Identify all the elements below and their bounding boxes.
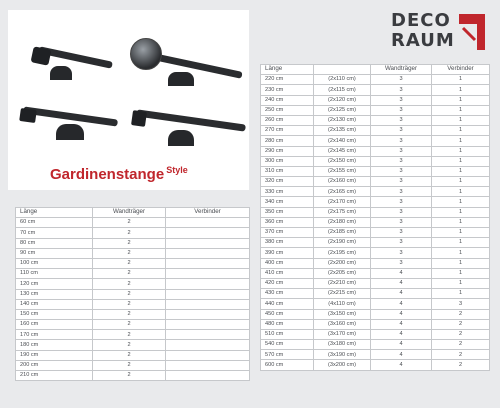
table-cell: 3 (371, 126, 432, 136)
table-cell: 1 (432, 258, 490, 268)
table-row (16, 248, 250, 258)
table-cell: 450 cm (261, 309, 314, 319)
table-row (261, 319, 490, 329)
table-cell: 2 (432, 329, 490, 339)
table-cell: 3 (371, 136, 432, 146)
table-cell: 420 cm (261, 278, 314, 288)
bracket-1 (50, 66, 72, 80)
col-connectors: Verbinder (432, 65, 490, 75)
table-cell: (2x175 cm) (314, 207, 371, 217)
table-cell: 3 (371, 228, 432, 238)
table-cell: 3 (371, 217, 432, 227)
table-cell: 480 cm (261, 319, 314, 329)
table-cell (166, 360, 250, 370)
table-row (16, 340, 250, 350)
table-row (261, 166, 490, 176)
right-length-table (260, 64, 490, 371)
table-cell: 1 (432, 187, 490, 197)
table-cell: 1 (432, 289, 490, 299)
table-cell: 2 (93, 309, 166, 319)
table-row (261, 115, 490, 125)
table-row (261, 289, 490, 299)
table-cell (166, 238, 250, 248)
table-row (261, 126, 490, 136)
table-cell (166, 258, 250, 268)
table-cell: 3 (371, 115, 432, 125)
table-cell: 150 cm (16, 309, 93, 319)
table-cell: 70 cm (16, 228, 93, 238)
table-cell: 2 (93, 299, 166, 309)
table-cell (166, 350, 250, 360)
table-cell: (2x200 cm) (314, 258, 371, 268)
table-cell: 570 cm (261, 350, 314, 360)
table-cell: 2 (93, 269, 166, 279)
table-cell: 2 (432, 319, 490, 329)
table-row (261, 85, 490, 95)
table-row (16, 238, 250, 248)
product-photo (8, 10, 249, 190)
table-row (261, 228, 490, 238)
col-length: Länge (16, 208, 93, 218)
table-cell: 130 cm (16, 289, 93, 299)
table-row (261, 299, 490, 309)
table-cell: 3 (371, 85, 432, 95)
table-row (261, 105, 490, 115)
rod-2 (148, 52, 242, 79)
end-cap-4 (131, 110, 147, 127)
table-cell (166, 228, 250, 238)
table-row (16, 350, 250, 360)
table-cell: 3 (371, 207, 432, 217)
table-cell: 2 (93, 320, 166, 330)
table-cell: (3x180 cm) (314, 340, 371, 350)
table-cell: (2x165 cm) (314, 187, 371, 197)
table-row (16, 269, 250, 279)
rod-4 (136, 109, 246, 131)
table-row (16, 299, 250, 309)
table-cell: 1 (432, 177, 490, 187)
table-cell: 1 (432, 146, 490, 156)
table-cell: (3x170 cm) (314, 329, 371, 339)
table-cell: 3 (371, 105, 432, 115)
table-cell: (3x200 cm) (314, 360, 371, 370)
table-cell: 2 (432, 340, 490, 350)
bracket-2 (168, 72, 194, 86)
table-cell: 260 cm (261, 115, 314, 125)
table-row (261, 75, 490, 85)
table-row (16, 279, 250, 289)
table-cell: 4 (371, 268, 432, 278)
table-cell: 1 (432, 228, 490, 238)
table-cell: (2x140 cm) (314, 136, 371, 146)
table-row (261, 217, 490, 227)
table-cell: 3 (371, 75, 432, 85)
table-cell: 3 (371, 166, 432, 176)
table-row (261, 360, 490, 370)
table-cell: 3 (371, 258, 432, 268)
table-row (261, 258, 490, 268)
table-cell: 3 (371, 238, 432, 248)
right-table-header (261, 65, 490, 75)
table-cell: 1 (432, 197, 490, 207)
table-row (261, 350, 490, 360)
table-cell: (2x185 cm) (314, 228, 371, 238)
table-cell: (2x155 cm) (314, 166, 371, 176)
table-cell: (2x115 cm) (314, 85, 371, 95)
table-cell (166, 320, 250, 330)
table-cell (166, 340, 250, 350)
table-cell: (2x205 cm) (314, 268, 371, 278)
table-cell: 220 cm (261, 75, 314, 85)
table-cell: 1 (432, 268, 490, 278)
table-cell: 1 (432, 136, 490, 146)
table-row (16, 258, 250, 268)
table-cell: 250 cm (261, 105, 314, 115)
table-cell: 1 (432, 278, 490, 288)
table-cell: 2 (93, 340, 166, 350)
table-row (261, 309, 490, 319)
table-cell: 2 (93, 258, 166, 268)
table-cell (166, 299, 250, 309)
table-cell: 4 (371, 278, 432, 288)
table-cell: 100 cm (16, 258, 93, 268)
table-cell: (4x110 cm) (314, 299, 371, 309)
table-row (16, 228, 250, 238)
table-cell (166, 309, 250, 319)
table-cell: 1 (432, 126, 490, 136)
table-cell: 350 cm (261, 207, 314, 217)
table-row (261, 207, 490, 217)
table-cell: 340 cm (261, 197, 314, 207)
table-cell: (3x160 cm) (314, 319, 371, 329)
table-cell: 390 cm (261, 248, 314, 258)
table-cell: 300 cm (261, 156, 314, 166)
table-cell: 160 cm (16, 320, 93, 330)
table-cell: 360 cm (261, 217, 314, 227)
table-row (261, 156, 490, 166)
table-row (261, 268, 490, 278)
table-cell (166, 371, 250, 381)
table-row (261, 248, 490, 258)
table-row (261, 329, 490, 339)
table-cell: 4 (371, 299, 432, 309)
table-row (16, 309, 250, 319)
table-cell: (2x110 cm) (314, 75, 371, 85)
table-cell: 380 cm (261, 238, 314, 248)
table-cell: (2x120 cm) (314, 95, 371, 105)
table-cell: (2x195 cm) (314, 248, 371, 258)
table-cell: 240 cm (261, 95, 314, 105)
bracket-4 (168, 130, 194, 146)
table-cell: 1 (432, 105, 490, 115)
table-cell (166, 269, 250, 279)
table-cell: (2x150 cm) (314, 156, 371, 166)
table-row (261, 278, 490, 288)
table-row (16, 289, 250, 299)
table-cell: 2 (93, 350, 166, 360)
table-cell (166, 330, 250, 340)
table-cell: 1 (432, 217, 490, 227)
table-cell: (2x135 cm) (314, 126, 371, 136)
table-row (261, 95, 490, 105)
table-cell: 320 cm (261, 177, 314, 187)
table-cell: 4 (371, 340, 432, 350)
table-cell: 4 (371, 309, 432, 319)
table-cell: (2x210 cm) (314, 278, 371, 288)
col-split (314, 65, 371, 75)
table-row (16, 371, 250, 381)
table-cell: 540 cm (261, 340, 314, 350)
left-table-header (16, 208, 250, 218)
end-cap-3 (19, 108, 37, 123)
table-cell: 2 (93, 371, 166, 381)
table-cell: 200 cm (16, 360, 93, 370)
table-cell: 440 cm (261, 299, 314, 309)
logo-mark-icon (457, 12, 487, 52)
table-cell: 3 (371, 197, 432, 207)
table-cell: 3 (371, 187, 432, 197)
table-cell: 280 cm (261, 136, 314, 146)
table-cell: 330 cm (261, 187, 314, 197)
table-cell: 110 cm (16, 269, 93, 279)
table-row (261, 197, 490, 207)
table-row (261, 238, 490, 248)
table-cell (166, 218, 250, 228)
ball-finial (130, 38, 162, 70)
table-cell: 4 (371, 360, 432, 370)
table-cell: 2 (93, 289, 166, 299)
product-title-text: Gardinenstange (50, 166, 165, 183)
table-row (16, 330, 250, 340)
table-cell: 2 (93, 238, 166, 248)
table-cell: 2 (93, 360, 166, 370)
table-cell (166, 289, 250, 299)
table-cell: 80 cm (16, 238, 93, 248)
table-cell: (2x215 cm) (314, 289, 371, 299)
table-cell: 2 (93, 248, 166, 258)
table-cell: 140 cm (16, 299, 93, 309)
table-cell: 1 (432, 115, 490, 125)
table-cell: (2x145 cm) (314, 146, 371, 156)
table-cell: (2x160 cm) (314, 177, 371, 187)
table-row (261, 177, 490, 187)
table-cell: 430 cm (261, 289, 314, 299)
table-cell: 290 cm (261, 146, 314, 156)
table-cell: 2 (93, 330, 166, 340)
table-cell: 3 (371, 156, 432, 166)
table-row (261, 187, 490, 197)
table-cell: 3 (371, 95, 432, 105)
table-cell: 2 (432, 360, 490, 370)
end-cap-1 (31, 46, 52, 65)
table-cell: 1 (432, 166, 490, 176)
table-cell: 1 (432, 95, 490, 105)
col-length: Länge (261, 65, 314, 75)
product-title (50, 166, 188, 183)
table-cell: 1 (432, 238, 490, 248)
col-brackets: Wandträger (93, 208, 166, 218)
table-cell: (2x125 cm) (314, 105, 371, 115)
table-cell: 1 (432, 207, 490, 217)
col-brackets: Wandträger (371, 65, 432, 75)
brand-logo (391, 10, 489, 54)
table-cell: (2x180 cm) (314, 217, 371, 227)
brand-line1: DECO (391, 10, 451, 31)
table-cell: 4 (371, 319, 432, 329)
table-cell: 230 cm (261, 85, 314, 95)
table-cell (166, 248, 250, 258)
table-row (16, 218, 250, 228)
table-cell: 1 (432, 248, 490, 258)
table-cell (166, 279, 250, 289)
table-cell: 180 cm (16, 340, 93, 350)
table-cell: 270 cm (261, 126, 314, 136)
table-cell: 310 cm (261, 166, 314, 176)
table-row (16, 360, 250, 370)
table-cell: 2 (93, 279, 166, 289)
table-cell: 120 cm (16, 279, 93, 289)
table-cell: 600 cm (261, 360, 314, 370)
table-cell: (3x190 cm) (314, 350, 371, 360)
table-cell: 90 cm (16, 248, 93, 258)
table-cell: (3x150 cm) (314, 309, 371, 319)
table-cell: 4 (371, 289, 432, 299)
brand-line2: RAUM (391, 30, 455, 51)
left-length-table (15, 207, 250, 381)
table-cell: 3 (371, 146, 432, 156)
table-cell: 2 (432, 350, 490, 360)
table-row (16, 320, 250, 330)
table-cell: 2 (432, 309, 490, 319)
table-cell: 410 cm (261, 268, 314, 278)
table-cell: (2x130 cm) (314, 115, 371, 125)
table-cell: 2 (93, 218, 166, 228)
table-cell: 4 (371, 329, 432, 339)
table-cell: 60 cm (16, 218, 93, 228)
table-cell: 190 cm (16, 350, 93, 360)
table-cell: 400 cm (261, 258, 314, 268)
table-cell: (2x170 cm) (314, 197, 371, 207)
table-cell: (2x190 cm) (314, 238, 371, 248)
table-cell: 4 (371, 350, 432, 360)
table-cell: 3 (371, 177, 432, 187)
table-cell: 210 cm (16, 371, 93, 381)
table-cell: 170 cm (16, 330, 93, 340)
product-style-label: Style (166, 165, 188, 175)
table-cell: 3 (371, 248, 432, 258)
table-row (261, 146, 490, 156)
table-cell: 510 cm (261, 329, 314, 339)
table-row (261, 136, 490, 146)
table-cell: 1 (432, 85, 490, 95)
table-cell: 2 (93, 228, 166, 238)
table-cell: 1 (432, 75, 490, 85)
table-cell: 370 cm (261, 228, 314, 238)
table-cell: 3 (432, 299, 490, 309)
col-connectors: Verbinder (166, 208, 250, 218)
table-row (261, 340, 490, 350)
table-cell: 1 (432, 156, 490, 166)
bracket-3 (56, 124, 84, 140)
